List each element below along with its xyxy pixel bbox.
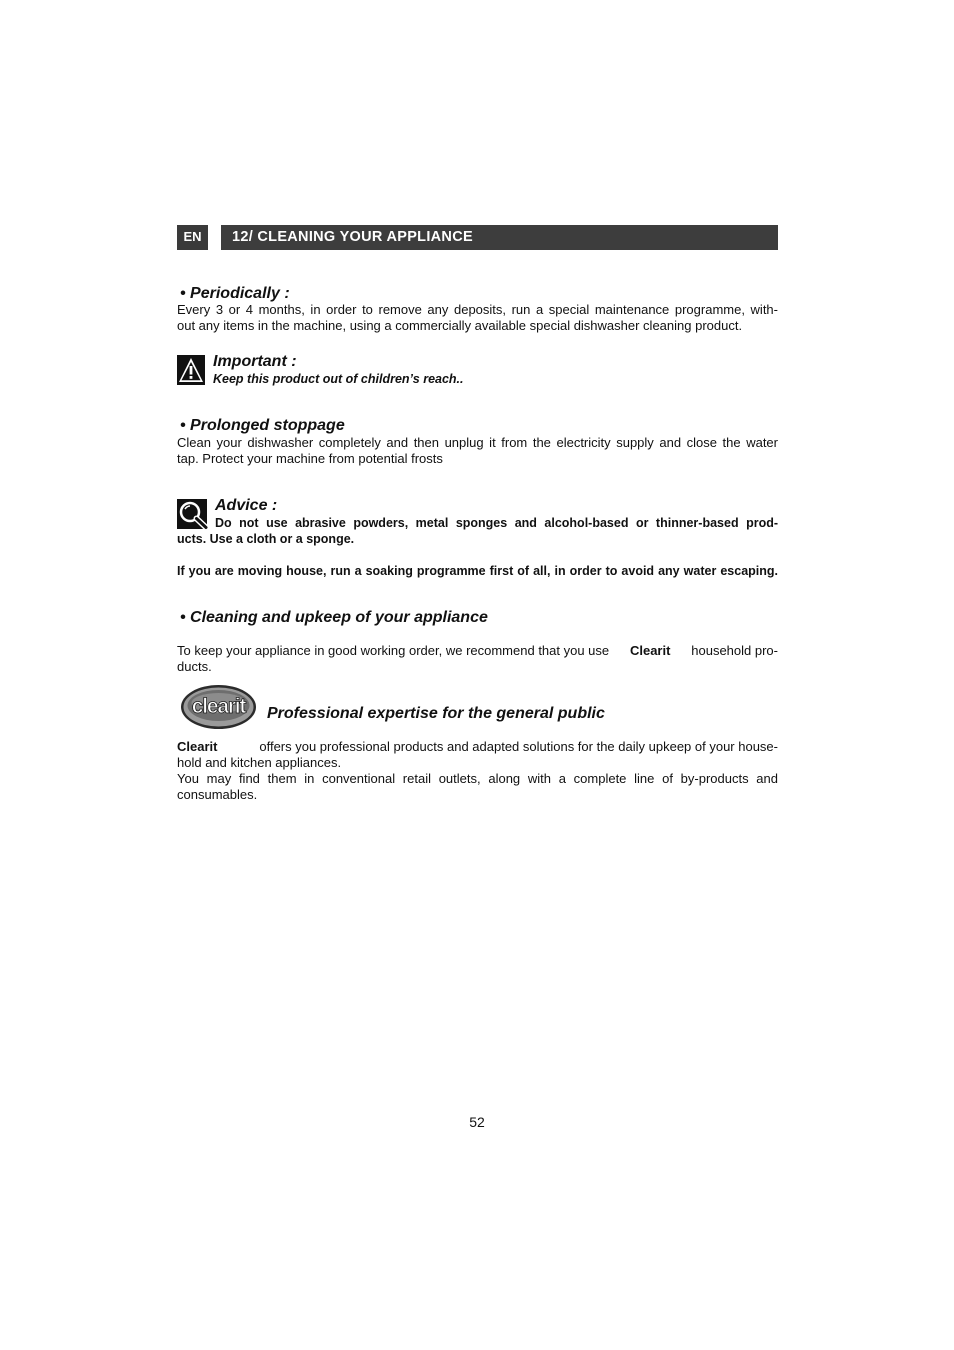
clearit-text-line1: [177, 739, 778, 755]
advice-text-line2: ucts. Use a cloth or a sponge.: [177, 532, 355, 546]
clearit-outlets-line2: consumables.: [177, 787, 258, 802]
clearit-outlets-line1: You may find them in conventional retail outlets, along with a complete line of by-products and: [177, 771, 778, 786]
magnifier-icon: [177, 499, 210, 530]
page-number: 52: [469, 1114, 485, 1130]
language-badge: EN: [177, 225, 208, 250]
advice-heading: Advice :: [215, 497, 278, 514]
clearit-tagline: Professional expertise for the general public: [267, 705, 605, 722]
clearit-text-line2: hold and kitchen appliances.: [177, 755, 342, 770]
advice-text-line1: Do not use abrasive powders, metal sponges and alcohol-based or thinner-based prod-: [215, 516, 778, 530]
cleaning-text-line1: [177, 643, 778, 659]
section-title: 12/ CLEANING YOUR APPLIANCE: [221, 225, 778, 250]
prolonged-text-line1: Clean your dishwasher completely and then unplug it from the electricity supply and close the water: [177, 435, 778, 450]
important-text: Keep this product out of children’s reach..: [213, 372, 464, 386]
prolonged-heading: • Prolonged stoppage: [180, 417, 345, 434]
cleaning-text-line2: ducts.: [177, 659, 212, 674]
cleaning-text-pre: To keep your appliance in good working order, we recommend that you use: [177, 643, 610, 658]
periodically-text-line1: Every 3 or 4 months, in order to remove any deposits, run a special maintenance programme, with-: [177, 302, 778, 317]
warning-icon: [177, 355, 205, 385]
clearit-brand-start: Clearit: [177, 739, 218, 754]
moving-house-note: If you are moving house, run a soaking programme first of all, in order to avoid any water escaping.: [177, 564, 778, 578]
prolonged-text-line2: tap. Protect your machine from potential frosts: [177, 451, 443, 466]
cleaning-heading: • Cleaning and upkeep of your appliance: [180, 609, 488, 626]
clearit-brand-inline: Clearit: [629, 643, 671, 658]
clearit-text-line1-rest: offers you professional products and adapted solutions for the daily upkeep of your house-: [259, 739, 778, 754]
cleaning-text-post: household pro-: [691, 643, 778, 658]
periodically-heading: • Periodically :: [180, 285, 290, 302]
clearit-logo: [180, 684, 257, 730]
important-heading: Important :: [213, 353, 297, 370]
periodically-text-line2: out any items in the machine, using a commercially available special dishwasher cleaning product.: [177, 318, 743, 333]
clearit-logo-text: clearit: [191, 695, 246, 718]
